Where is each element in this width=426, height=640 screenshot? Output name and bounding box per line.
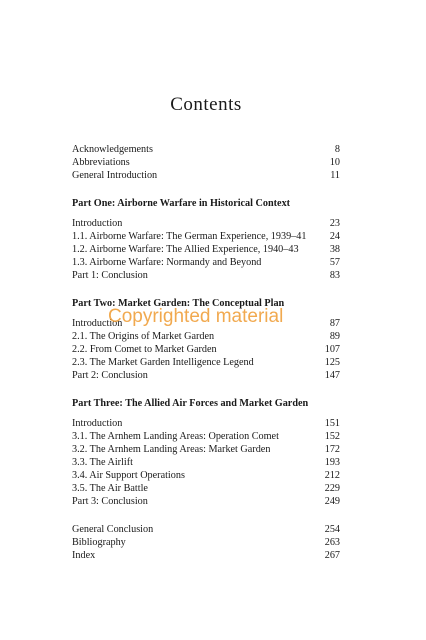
toc-entry[interactable]	[72, 443, 340, 456]
toc-section	[72, 523, 340, 562]
toc-entry-page-number: 83	[329, 270, 340, 281]
toc-entry-page-number: 152	[324, 431, 340, 442]
toc-entry-page-number: 23	[329, 218, 340, 229]
toc-entry[interactable]	[72, 143, 340, 156]
section-heading: Part One: Airborne Warfare in Historical Context	[72, 198, 291, 209]
toc-entry-label: 3.5. The Air Battle	[72, 483, 148, 494]
toc-entry[interactable]	[72, 430, 340, 443]
toc-entry-label: Introduction	[72, 418, 123, 429]
toc-entry[interactable]	[72, 217, 340, 230]
toc-entry[interactable]	[72, 343, 340, 356]
toc-entry-page-number: 57	[329, 257, 340, 268]
toc-entry-page-number: 151	[324, 418, 340, 429]
toc-section	[72, 143, 340, 182]
toc-entry[interactable]	[72, 156, 340, 169]
toc-entry[interactable]	[72, 523, 340, 536]
toc-entry[interactable]	[72, 356, 340, 369]
toc-section	[72, 197, 340, 282]
toc-entry[interactable]	[72, 495, 340, 508]
toc-entry-page-number: 38	[329, 244, 340, 255]
toc-entry-label: Part 2: Conclusion	[72, 370, 148, 381]
toc-entry[interactable]	[72, 536, 340, 549]
toc-entry-label: 2.3. The Market Garden Intelligence Legend	[72, 357, 254, 368]
toc-entry[interactable]	[72, 469, 340, 482]
toc-entry[interactable]	[72, 456, 340, 469]
toc-entry-label: 3.2. The Arnhem Landing Areas: Market Garden	[72, 444, 271, 455]
toc-entry-page-number: 193	[324, 457, 340, 468]
toc-entry-label: 1.3. Airborne Warfare: Normandy and Beyond	[72, 257, 262, 268]
toc-entry[interactable]	[72, 330, 340, 343]
toc-entry-label: Part 1: Conclusion	[72, 270, 148, 281]
toc-entry-page-number: 212	[324, 470, 340, 481]
toc-entry[interactable]	[72, 169, 340, 182]
toc-entry-label: Abbreviations	[72, 157, 130, 168]
toc-entry-page-number: 10	[329, 157, 340, 168]
toc-entry[interactable]	[72, 549, 340, 562]
toc-entry[interactable]	[72, 482, 340, 495]
toc-entry-label: General Introduction	[72, 170, 158, 181]
toc-entry[interactable]	[72, 243, 340, 256]
toc-entry-label: 3.4. Air Support Operations	[72, 470, 185, 481]
toc-entry[interactable]	[72, 230, 340, 243]
toc-entry-page-number: 8	[334, 144, 340, 155]
toc-section	[72, 397, 340, 508]
toc-entry-page-number: 147	[324, 370, 340, 381]
toc-entry-page-number: 24	[329, 231, 340, 242]
toc-entry-label: 3.1. The Arnhem Landing Areas: Operation Comet	[72, 431, 279, 442]
toc-entry-page-number: 125	[324, 357, 340, 368]
toc-entry[interactable]	[72, 369, 340, 382]
toc-entry-label: Bibliography	[72, 537, 126, 548]
toc-entry-page-number: 267	[324, 550, 340, 561]
page-title: Contents	[170, 94, 242, 115]
toc-entry-label: Acknowledgements	[72, 144, 153, 155]
toc-entry-label: 2.1. The Origins of Market Garden	[72, 331, 215, 342]
toc-entry-page-number: 249	[324, 496, 340, 507]
section-heading: Part Three: The Allied Air Forces and Market Garden	[72, 398, 309, 409]
copyright-watermark: Copyrighted material	[108, 306, 284, 327]
toc-entry-label: General Conclusion	[72, 524, 154, 535]
toc-entry-page-number: 107	[324, 344, 340, 355]
toc-entry-label: Introduction	[72, 318, 123, 329]
toc-entry-page-number: 263	[324, 537, 340, 548]
toc-entry[interactable]	[72, 417, 340, 430]
toc-entry-page-number: 11	[330, 170, 340, 181]
toc-section	[72, 297, 340, 382]
toc-entry[interactable]	[72, 256, 340, 269]
toc-entry-page-number: 172	[324, 444, 340, 455]
toc-entry-label: 1.2. Airborne Warfare: The Allied Experience, 1940–43	[72, 244, 299, 255]
toc-entry[interactable]	[72, 317, 340, 330]
section-heading: Part Two: Market Garden: The Conceptual Plan	[72, 298, 285, 309]
toc-entry-page-number: 89	[329, 331, 340, 342]
toc-entry-label: 2.2. From Comet to Market Garden	[72, 344, 217, 355]
toc-entry-page-number: 229	[324, 483, 340, 494]
toc-entry[interactable]	[72, 269, 340, 282]
toc-entry-label: 1.1. Airborne Warfare: The German Experience, 1939–41	[72, 231, 307, 242]
toc-entry-label: 3.3. The Airlift	[72, 457, 133, 468]
toc-entry-page-number: 87	[329, 318, 340, 329]
toc-entry-label: Index	[72, 550, 96, 561]
toc-entry-label: Part 3: Conclusion	[72, 496, 148, 507]
toc-sections	[72, 143, 340, 577]
toc-entry-page-number: 254	[324, 524, 340, 535]
toc-entry-label: Introduction	[72, 218, 123, 229]
